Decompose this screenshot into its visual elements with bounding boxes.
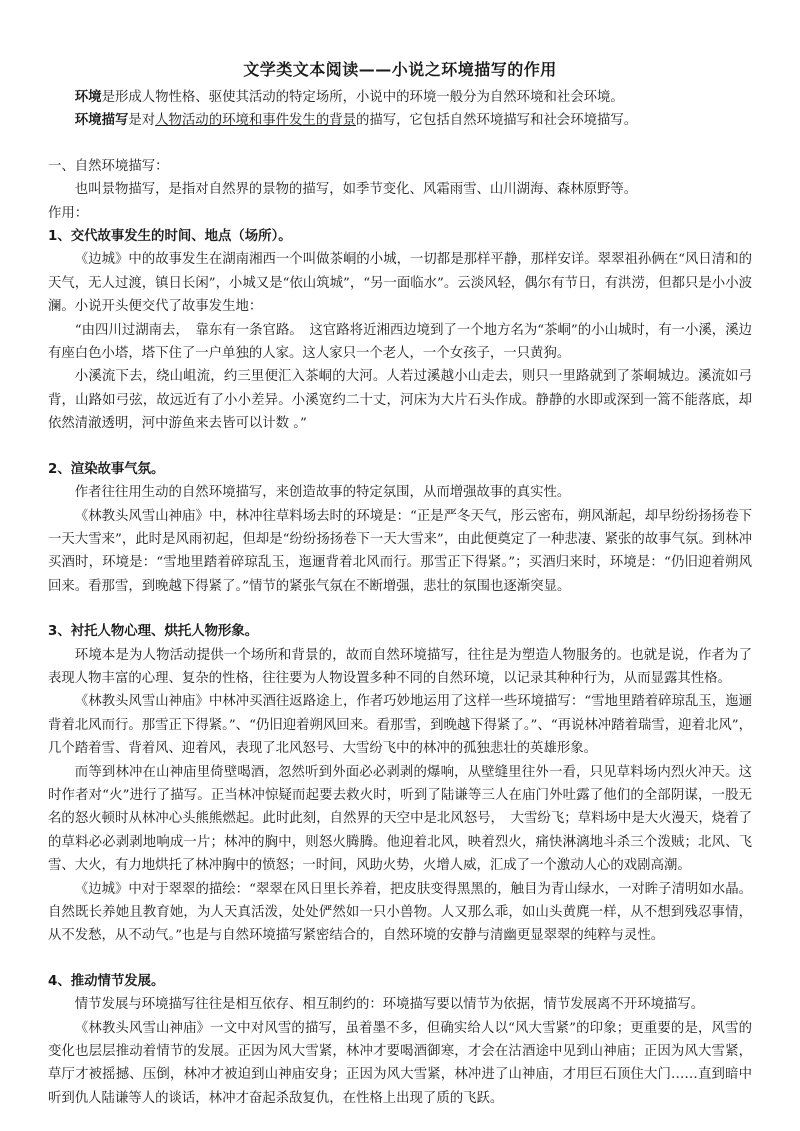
intro-paragraph-2	[48, 109, 752, 132]
point-3-paragraph-2: 《林教头风雪山神庙》中林冲买酒往返路途上，作者巧妙地运用了这样一些环境描写：“雪地里踏着碎琼乱玉，迤逦背着北风而行。那雪正下得紧。”、“仍旧迎着朔风回来。看那雪，到晚越下得紧了。”、“再说林冲踏着瑞雪，迎着北风”，几个踏着雪、背着风、迎着风，表现了北风怒号、大雪纷飞中的林冲的孤独悲壮的英雄形象。	[48, 694, 752, 757]
point-3-paragraph-4: 《边城》中对于翠翠的描绘：“翠翠在风日里长养着，把皮肤变得黑黑的，触目为青山绿水，一对眸子清明如水晶。自然既长养她且教育她，为人天真活泼，处处俨然如一只小兽物。人又那么乖，如山头黄麂一样，从不想到残忍事情，从不发愁，从不动气。”也是与自然环境描写紧密结合的，自然环境的安静与清幽更显翠翠的纯粹与灵性。	[48, 881, 752, 944]
point-1-paragraph-3: 小溪流下去，绕山岨流，约三里便汇入茶峒的大河。人若过溪越小山走去，则只一里路就到了茶峒城边。溪流如弓背，山路如弓弦，故远近有了小小差异。小溪宽约二十丈，河床为大片石头作成。静静的水即或深到一篙不能落底，却依然清澈透明，河中游鱼来去皆可以计数 。”	[48, 369, 752, 432]
section-heading-natural-environment: 一、自然环境描写：	[48, 158, 169, 174]
term-environment: 环境	[74, 89, 102, 105]
point-1-paragraph-1: 《边城》中的故事发生在湖南湘西一个叫做茶峒的小城，一切都是那样平静，那样安详。翠翠祖孙俩在“风日清和的天气，无人过渡，镇日长闲”，小城又是“依山筑城”，“另一面临水”。云淡风轻，偶尔有节日，有洪涝，但都只是小小波澜。小说开头便交代了故事发生地：	[48, 252, 752, 315]
term-environment-description: 环境描写	[74, 112, 129, 129]
section-description: 也叫景物描写，是指对自然界的景物的描写，如季节变化、风霜雨雪、山川湖海、森林原野等。	[74, 182, 638, 198]
point-1-heading: 1、交代故事发生的时间、地点（场所）。	[48, 229, 292, 245]
point-4-paragraph-1: 情节发展与环境描写往往是相互依存、相互制约的：环境描写要以情节为依据，情节发展离不开环境描写。	[74, 997, 705, 1013]
intro-underlined-phrase: 人物活动的环境和事件发生的背景	[155, 113, 356, 129]
point-3-paragraph-1: 环境本是为人物活动提供一个场所和背景的，故而自然环境描写，往往是为塑造人物服务的。也就是说，作者为了表现人物丰富的心理、复杂的性格，往往要为人物设置多种不同的自然环境，以记录其种种行为，从而显露其性格。	[48, 647, 752, 686]
point-4-paragraph-2: 《林教头风雪山神庙》一文中对风雪的描写，虽着墨不多，但确实给人以“风大雪紧”的印象；更重要的是，风雪的变化也层层推动着情节的发展。正因为风大雪紧，林冲才要喝酒御寒，才会在沽酒途中见到山神庙；正因为风大雪紧，草厅才被摇撼、压倒，林冲才被迫到山神庙安身；正因为风大雪紧，林冲进了山神庙，才用巨石顶住大门……直到暗中听到仇人陆谦等人的谈话，林冲才奋起杀敌复仇，在性格上出现了质的飞跃。	[48, 1020, 752, 1106]
intro-text-2b: 的描写，它包括自然环境描写和社会环境描写。	[356, 113, 638, 129]
point-2-paragraph-2: 《林教头风雪山神庙》中，林冲往草料场去时的环境是：“正是严冬天气，彤云密布，朔风渐起，却早纷纷扬扬卷下一天大雪来”，此时是风雨初起，但却是“纷纷扬扬卷下一天大雪来”，由此便奠定了一种悲凄、紧张的故事气氛。到林冲买酒时，环境是：“雪地里踏着碎琼乱玉，迤逦背着北风而行。那雪正下得紧。”；买酒归来时，环境是：“仍旧迎着朔风回来。看那雪，到晚越下得紧了。”情节的紧张气氛在不断增强，悲壮的氛围也逐渐突显。	[48, 508, 752, 594]
page-title: 文学类文本阅读——小说之环境描写的作用	[243, 60, 557, 79]
point-2-heading: 2、渲染故事气氛。	[48, 461, 165, 477]
role-label: 作用：	[48, 205, 89, 221]
intro-text-1: 是形成人物性格、驱使其活动的特定场所，小说中的环境一般分为自然环境和社会环境。	[101, 90, 624, 105]
point-4-heading: 4、推动情节发展。	[48, 973, 165, 989]
point-3-paragraph-3: 而等到林冲在山神庙里倚壁喝酒，忽然听到外面必必剥剥的爆响，从壁缝里往外一看，只见草料场内烈火冲天。这时作者对“火”进行了描写。正当林冲惊疑而起要去救火时，听到了陆谦等三人在庙门外吐露了他们的全部阴谋，一股无名的怒火顿时从林冲心头熊熊燃起。此时此刻，自然界的天空中是北风怒号， 大雪纷飞；草料场中是大火漫天，烧着了的草料必必剥剥地响成一片；林冲的胸中，则怒火腾腾。他迎着北风，映着烈火，痛快淋漓地斗杀三个泼贼；北风、飞雪、大火，有力地烘托了林冲胸中的愤怒；一时间，风助火势，火增人威，汇成了一个激动人心的戏剧高潮。	[48, 764, 753, 874]
intro-paragraph-1	[48, 86, 752, 109]
point-1-paragraph-2: “由四川过湖南去， 靠东有一条官路。 这官路将近湘西边境到了一个地方名为“茶峒”的小山城时，有一小溪，溪边有座白色小塔，塔下住了一户单独的人家。这人家只一个老人，一个女孩子，一只黄狗。	[48, 322, 752, 362]
point-3-heading: 3、衬托人物心理、烘托人物形象。	[48, 624, 259, 640]
intro-text-2a: 是对	[128, 113, 156, 129]
point-2-paragraph-1: 作者往往用生动的自然环境描写，来创造故事的特定氛围，从而增强故事的真实性。	[74, 485, 571, 501]
